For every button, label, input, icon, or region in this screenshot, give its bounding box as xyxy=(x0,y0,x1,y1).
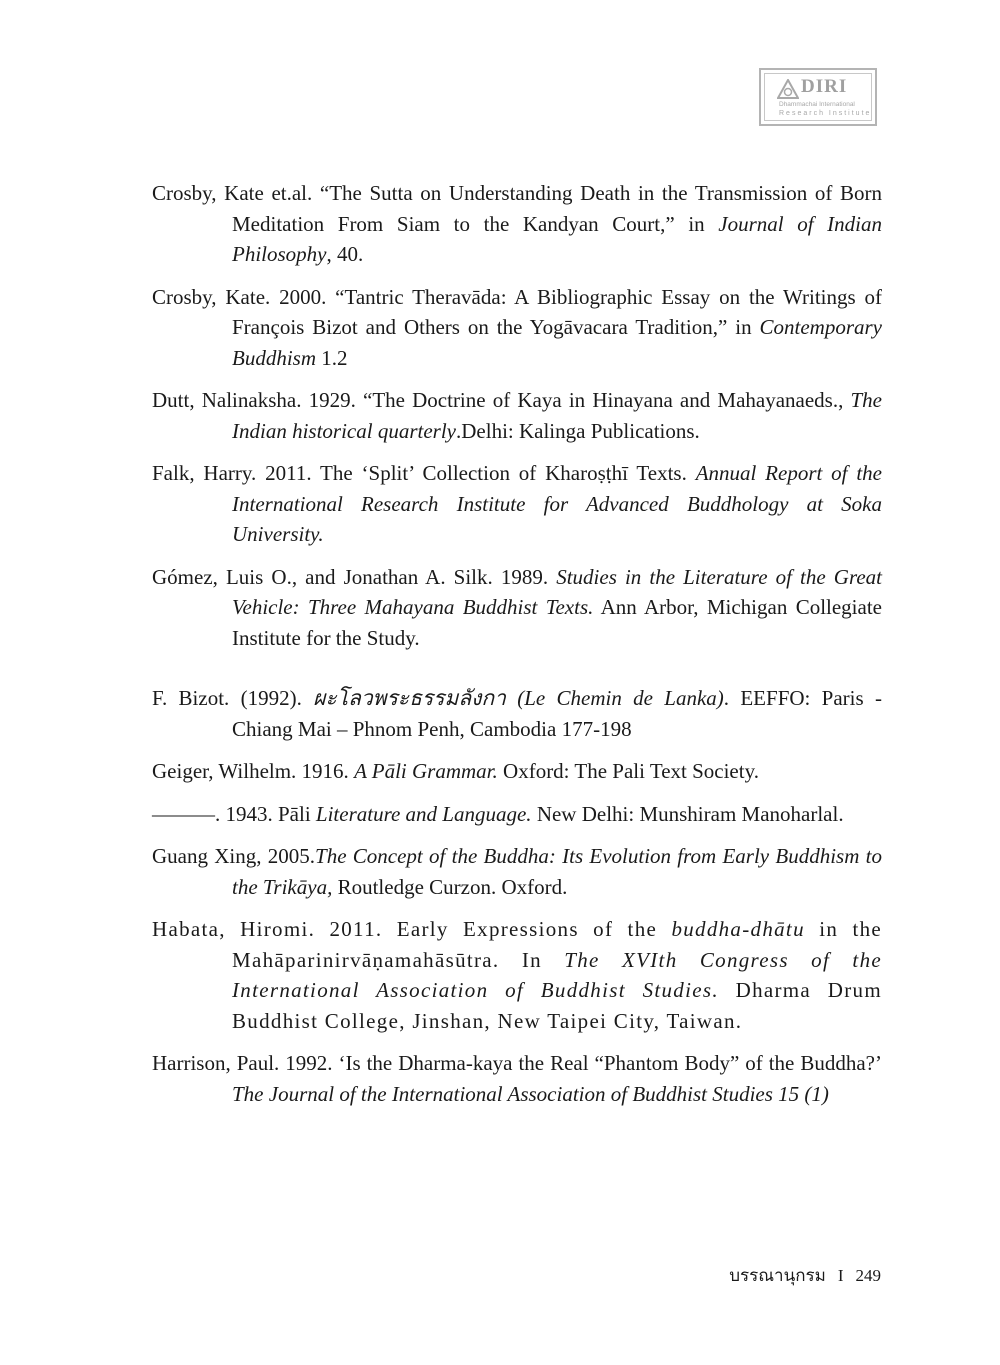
footer-separator: I xyxy=(837,1266,844,1285)
entry-text: Geiger, Wilhelm. 1916. xyxy=(152,759,355,783)
bibliography-entry xyxy=(152,841,882,902)
logo-frame xyxy=(764,73,872,121)
entry-text: . EEFFO: Paris - Chiang Mai – Phnom Penh, Cambodia 177-198 xyxy=(232,686,882,741)
entry-italic-text: The Journal of the International Association of Buddhist Studies 15 (1) xyxy=(232,1081,829,1106)
entry-text: F. Bizot. (1992). xyxy=(152,686,314,710)
page-number: 249 xyxy=(855,1266,881,1285)
logo-subtitle-line1: Dhammachai International xyxy=(779,101,855,108)
entry-text: Ann Arbor, Michigan Collegiate Institute for the Study. xyxy=(232,595,882,650)
entry-text: New Delhi: Munshiram Manoharlal. xyxy=(531,801,844,826)
entry-italic-text: Contemporary Buddhism xyxy=(232,315,882,370)
footer-section-title: บรรณานุกรม xyxy=(729,1266,826,1285)
bibliography-entry xyxy=(152,385,882,446)
entry-text: Oxford: The Pali Text Society. xyxy=(497,759,759,783)
bibliography-entry xyxy=(152,1048,882,1109)
entry-text: in the Mahāparinirvāṇamahāsūtra. In xyxy=(232,917,882,972)
entry-text: Crosby, Kate et.al. “The Sutta on Understanding Death in the Transmission of Born Meditation From Siam to the Kandyan Court,” in xyxy=(152,181,882,236)
bibliography-entry xyxy=(152,282,882,374)
entry-text: .Delhi: Kalinga Publications. xyxy=(456,418,700,443)
bibliography-entry xyxy=(152,562,882,654)
entry-text: Routledge Curzon. Oxford. xyxy=(332,874,568,899)
entry-text: Gómez, Luis O., and Jonathan A. Silk. 1989. xyxy=(152,564,557,589)
entry-italic-text: The XVIth Congress of the International Association of Buddhist Studies. xyxy=(232,947,882,1002)
entry-text: 1.2 xyxy=(316,345,348,370)
diri-logo xyxy=(759,68,877,126)
bibliography-entry xyxy=(152,178,882,270)
entry-text: , 40. xyxy=(326,242,364,266)
entry-text: Guang Xing, 2005. xyxy=(152,844,316,868)
entry-text: Dharma Drum Buddhist College, Jinshan, New Taipei City, Taiwan. xyxy=(232,978,882,1033)
bibliography-entry xyxy=(152,799,882,830)
entry-text: Habata, Hiromi. 2011. Early Expressions of the xyxy=(152,917,672,941)
page-footer xyxy=(729,1262,881,1289)
diri-emblem-icon xyxy=(777,79,799,99)
entry-text: Harrison, Paul. 1992. ‘Is the Dharma-kaya the Real “Phantom Body” of the Buddha?’ xyxy=(152,1051,882,1075)
entry-text: Dutt, Nalinaksha. 1929. “The Doctrine of Kaya in Hinayana and Mahayanaeds., xyxy=(152,388,851,412)
entry-italic-text: ผะโลวพระธรรมลังกา (Le Chemin de Lanka) xyxy=(313,686,724,710)
entry-italic-text: Studies in the Literature of the Great Vehicle: Three Mahayana Buddhist Texts. xyxy=(232,564,882,619)
entry-italic-text: Literature and Language. xyxy=(315,801,532,826)
entry-italic-text: The Indian historical quarterly xyxy=(232,388,882,443)
entry-text: ———. 1943. Pāli xyxy=(152,801,316,826)
bibliography-entry xyxy=(152,756,882,787)
entry-italic-text: Journal of Indian Philosophy xyxy=(232,211,882,266)
bibliography-entry xyxy=(152,914,882,1036)
bibliography-list xyxy=(152,178,882,1121)
entry-text: Falk, Harry. 2011. The ‘Split’ Collection of Kharoṣṭhī Texts. xyxy=(152,461,696,485)
entry-text: Crosby, Kate. 2000. “Tantric Theravāda: A Bibliographic Essay on the Writings of François Bizot and Others on the Yogāvacara Tradition,” in xyxy=(152,284,882,339)
logo-subtitle-line2: Research Institute xyxy=(779,110,872,117)
logo-title: DIRI xyxy=(801,76,848,97)
entry-italic-text: A Pāli Grammar. xyxy=(354,759,498,783)
entry-italic-text: The Concept of the Buddha: Its Evolution from Early Buddhism to the Trikāya, xyxy=(232,844,882,899)
entry-italic-text: buddha-dhātu xyxy=(671,917,805,941)
bibliography-entry xyxy=(152,458,882,550)
bibliography-entry xyxy=(152,683,882,744)
entry-italic-text: Annual Report of the International Research Institute for Advanced Buddhology at Soka University. xyxy=(232,461,883,546)
